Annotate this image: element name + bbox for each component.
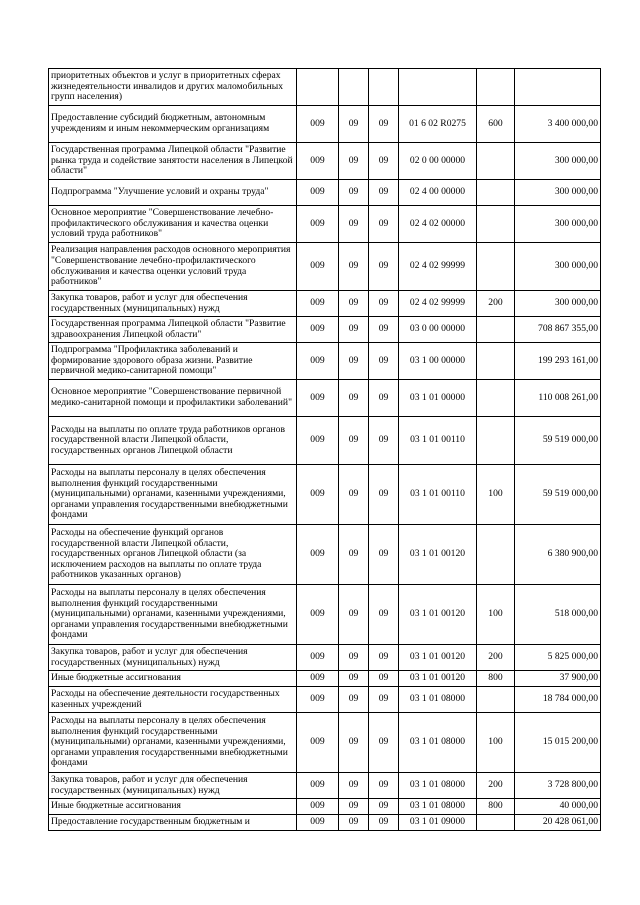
row-section-code: 09 <box>339 206 369 243</box>
row-description: Иные бюджетные ассигнования <box>49 799 297 815</box>
row-ministry-code <box>297 69 339 106</box>
table-row <box>49 317 601 343</box>
row-section-code: 09 <box>339 525 369 585</box>
table-row <box>49 180 601 206</box>
row-description: Расходы на выплаты по оплате труда работников органов государственной власти Липецкой области, государственных органов Липецкой области <box>49 417 297 465</box>
row-subsection-code: 09 <box>369 291 399 317</box>
row-amount: 15 015 200,00 <box>515 713 601 773</box>
row-description: приоритетных объектов и услуг в приоритетных сферах жизнедеятельности инвалидов и других маломобильных групп населения) <box>49 69 297 106</box>
row-section-code: 09 <box>339 106 369 143</box>
row-section-code: 09 <box>339 243 369 291</box>
row-expense-type-code <box>477 206 515 243</box>
row-target-article-code: 03 1 01 08000 <box>399 713 477 773</box>
row-amount: 708 867 355,00 <box>515 317 601 343</box>
row-amount: 199 293 161,00 <box>515 343 601 380</box>
row-amount: 59 519 000,00 <box>515 417 601 465</box>
table-row <box>49 799 601 815</box>
row-section-code: 09 <box>339 380 369 417</box>
row-ministry-code: 009 <box>297 180 339 206</box>
row-subsection-code: 09 <box>369 773 399 799</box>
row-subsection-code: 09 <box>369 687 399 713</box>
row-ministry-code: 009 <box>297 143 339 180</box>
row-subsection-code: 09 <box>369 645 399 671</box>
row-section-code: 09 <box>339 180 369 206</box>
row-description: Основное мероприятие "Совершенствование первичной медико-санитарной помощи и профилактики заболеваний" <box>49 380 297 417</box>
table-row <box>49 291 601 317</box>
row-description: Иные бюджетные ассигнования <box>49 671 297 687</box>
budget-page <box>48 68 600 831</box>
row-description: Государственная программа Липецкой области "Развитие здравоохранения Липецкой области" <box>49 317 297 343</box>
table-row <box>49 773 601 799</box>
row-section-code: 09 <box>339 343 369 380</box>
row-amount: 37 900,00 <box>515 671 601 687</box>
row-amount: 518 000,00 <box>515 585 601 645</box>
row-description: Расходы на обеспечение функций органов государственной власти Липецкой области, государственных органов Липецкой области (за исключением расходов на выплаты по оплате труда работников указанных органов) <box>49 525 297 585</box>
row-expense-type-code <box>477 69 515 106</box>
row-section-code: 09 <box>339 317 369 343</box>
table-row <box>49 465 601 525</box>
row-target-article-code: 03 1 01 00120 <box>399 671 477 687</box>
row-section-code <box>339 69 369 106</box>
row-expense-type-code: 200 <box>477 773 515 799</box>
row-expense-type-code <box>477 317 515 343</box>
row-amount: 18 784 000,00 <box>515 687 601 713</box>
row-expense-type-code: 100 <box>477 585 515 645</box>
row-target-article-code: 03 1 01 08000 <box>399 799 477 815</box>
row-subsection-code: 09 <box>369 465 399 525</box>
row-amount: 300 000,00 <box>515 291 601 317</box>
row-subsection-code: 09 <box>369 317 399 343</box>
row-ministry-code: 009 <box>297 465 339 525</box>
row-amount: 300 000,00 <box>515 243 601 291</box>
row-target-article-code: 03 1 01 00120 <box>399 585 477 645</box>
table-row <box>49 69 601 106</box>
row-description: Подпрограмма "Профилактика заболеваний и формирование здорового образа жизни. Развитие первичной медико-санитарной помощи" <box>49 343 297 380</box>
row-subsection-code: 09 <box>369 243 399 291</box>
row-target-article-code: 03 1 01 08000 <box>399 687 477 713</box>
row-subsection-code: 09 <box>369 206 399 243</box>
row-ministry-code: 009 <box>297 687 339 713</box>
row-subsection-code: 09 <box>369 380 399 417</box>
row-section-code: 09 <box>339 417 369 465</box>
row-target-article-code: 02 4 02 00000 <box>399 206 477 243</box>
table-row <box>49 143 601 180</box>
row-subsection-code: 09 <box>369 815 399 831</box>
row-expense-type-code <box>477 417 515 465</box>
table-row <box>49 206 601 243</box>
row-amount: 20 428 061,00 <box>515 815 601 831</box>
row-expense-type-code: 600 <box>477 106 515 143</box>
row-expense-type-code: 100 <box>477 465 515 525</box>
table-row <box>49 343 601 380</box>
row-description: Подпрограмма "Улучшение условий и охраны труда" <box>49 180 297 206</box>
row-ministry-code: 009 <box>297 291 339 317</box>
table-row <box>49 687 601 713</box>
row-subsection-code: 09 <box>369 585 399 645</box>
row-expense-type-code <box>477 687 515 713</box>
row-ministry-code: 009 <box>297 206 339 243</box>
row-section-code: 09 <box>339 585 369 645</box>
row-subsection-code: 09 <box>369 417 399 465</box>
table-row <box>49 417 601 465</box>
row-description: Расходы на выплаты персоналу в целях обеспечения выполнения функций государственными (муниципальными) органами, казенными учреждениями, органами управления государственными внебюджетными фондами <box>49 465 297 525</box>
row-expense-type-code: 200 <box>477 291 515 317</box>
table-row <box>49 815 601 831</box>
row-section-code: 09 <box>339 687 369 713</box>
row-amount: 110 008 261,00 <box>515 380 601 417</box>
row-amount: 3 400 000,00 <box>515 106 601 143</box>
row-target-article-code: 03 1 00 00000 <box>399 343 477 380</box>
row-expense-type-code <box>477 525 515 585</box>
row-expense-type-code: 200 <box>477 645 515 671</box>
row-section-code: 09 <box>339 773 369 799</box>
row-subsection-code: 09 <box>369 799 399 815</box>
row-ministry-code: 009 <box>297 525 339 585</box>
row-expense-type-code <box>477 180 515 206</box>
row-ministry-code: 009 <box>297 773 339 799</box>
row-target-article-code: 02 4 02 99999 <box>399 243 477 291</box>
row-description: Предоставление государственным бюджетным и <box>49 815 297 831</box>
row-section-code: 09 <box>339 465 369 525</box>
table-row <box>49 106 601 143</box>
row-ministry-code: 009 <box>297 645 339 671</box>
row-ministry-code: 009 <box>297 671 339 687</box>
row-target-article-code: 03 1 01 00120 <box>399 645 477 671</box>
row-target-article-code: 03 1 01 09000 <box>399 815 477 831</box>
row-subsection-code: 09 <box>369 525 399 585</box>
row-target-article-code: 03 1 01 00110 <box>399 417 477 465</box>
row-target-article-code <box>399 69 477 106</box>
table-row <box>49 585 601 645</box>
row-ministry-code: 009 <box>297 380 339 417</box>
row-target-article-code: 03 1 01 00110 <box>399 465 477 525</box>
row-amount: 40 000,00 <box>515 799 601 815</box>
row-ministry-code: 009 <box>297 243 339 291</box>
row-subsection-code: 09 <box>369 106 399 143</box>
row-subsection-code: 09 <box>369 343 399 380</box>
row-ministry-code: 009 <box>297 799 339 815</box>
row-amount: 59 519 000,00 <box>515 465 601 525</box>
row-description: Закупка товаров, работ и услуг для обеспечения государственных (муниципальных) нужд <box>49 645 297 671</box>
row-expense-type-code: 100 <box>477 713 515 773</box>
table-row <box>49 243 601 291</box>
row-section-code: 09 <box>339 143 369 180</box>
row-description: Расходы на выплаты персоналу в целях обеспечения выполнения функций государственными (муниципальными) органами, казенными учреждениями, органами управления государственными внебюджетными фондами <box>49 585 297 645</box>
row-ministry-code: 009 <box>297 343 339 380</box>
row-description: Расходы на обеспечение деятельности государственных казенных учреждений <box>49 687 297 713</box>
row-section-code: 09 <box>339 713 369 773</box>
row-description: Предоставление субсидий бюджетным, автономным учреждениям и иным некоммерческим организациям <box>49 106 297 143</box>
row-description: Расходы на выплаты персоналу в целях обеспечения выполнения функций государственными (муниципальными) органами, казенными учреждениями, органами управления государственными внебюджетными фондами <box>49 713 297 773</box>
row-section-code: 09 <box>339 815 369 831</box>
table-row <box>49 525 601 585</box>
row-subsection-code: 09 <box>369 713 399 773</box>
row-target-article-code: 02 0 00 00000 <box>399 143 477 180</box>
row-amount: 300 000,00 <box>515 206 601 243</box>
row-ministry-code: 009 <box>297 713 339 773</box>
row-subsection-code: 09 <box>369 671 399 687</box>
row-expense-type-code <box>477 343 515 380</box>
budget-table <box>48 68 601 831</box>
row-expense-type-code <box>477 815 515 831</box>
row-description: Государственная программа Липецкой области "Развитие рынка труда и содействие занятости населения в Липецкой области" <box>49 143 297 180</box>
row-expense-type-code: 800 <box>477 671 515 687</box>
row-section-code: 09 <box>339 799 369 815</box>
row-subsection-code: 09 <box>369 180 399 206</box>
row-section-code: 09 <box>339 645 369 671</box>
table-row <box>49 713 601 773</box>
row-amount <box>515 69 601 106</box>
row-amount: 300 000,00 <box>515 180 601 206</box>
row-description: Реализация направления расходов основного мероприятия "Совершенствование лечебно-профилактического обслуживания и качества оценки условий труда работников" <box>49 243 297 291</box>
row-amount: 6 380 900,00 <box>515 525 601 585</box>
row-target-article-code: 03 1 01 00120 <box>399 525 477 585</box>
row-expense-type-code <box>477 380 515 417</box>
row-ministry-code: 009 <box>297 585 339 645</box>
row-subsection-code <box>369 69 399 106</box>
row-ministry-code: 009 <box>297 317 339 343</box>
row-section-code: 09 <box>339 291 369 317</box>
row-expense-type-code <box>477 243 515 291</box>
table-row <box>49 380 601 417</box>
row-expense-type-code <box>477 143 515 180</box>
row-ministry-code: 009 <box>297 815 339 831</box>
row-description: Закупка товаров, работ и услуг для обеспечения государственных (муниципальных) нужд <box>49 291 297 317</box>
row-description: Основное мероприятие "Совершенствование лечебно-профилактического обслуживания и качества оценки условий труда работников" <box>49 206 297 243</box>
row-expense-type-code: 800 <box>477 799 515 815</box>
row-amount: 300 000,00 <box>515 143 601 180</box>
row-amount: 5 825 000,00 <box>515 645 601 671</box>
row-target-article-code: 01 6 02 R0275 <box>399 106 477 143</box>
row-ministry-code: 009 <box>297 417 339 465</box>
table-row <box>49 671 601 687</box>
row-target-article-code: 03 1 01 08000 <box>399 773 477 799</box>
budget-table-body <box>49 69 601 831</box>
table-row <box>49 645 601 671</box>
row-target-article-code: 03 1 01 00000 <box>399 380 477 417</box>
row-section-code: 09 <box>339 671 369 687</box>
row-amount: 3 728 800,00 <box>515 773 601 799</box>
row-target-article-code: 03 0 00 00000 <box>399 317 477 343</box>
row-target-article-code: 02 4 00 00000 <box>399 180 477 206</box>
row-subsection-code: 09 <box>369 143 399 180</box>
row-description: Закупка товаров, работ и услуг для обеспечения государственных (муниципальных) нужд <box>49 773 297 799</box>
row-ministry-code: 009 <box>297 106 339 143</box>
row-target-article-code: 02 4 02 99999 <box>399 291 477 317</box>
